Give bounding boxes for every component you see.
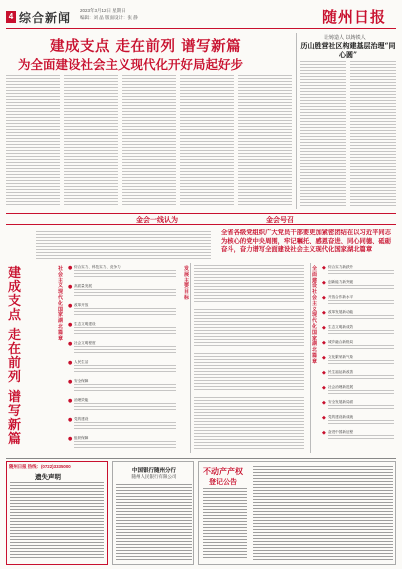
feature-list-left — [68, 265, 178, 455]
vertical-label-1: 社会主义现代化国家湖北篇章 — [58, 266, 64, 342]
page-number: 4 — [6, 11, 16, 23]
vertical-label-3: 全面建设社会主义现代化国家湖北篇章 — [312, 266, 318, 365]
masthead-date: 2023年3月12日 星期日 — [80, 8, 126, 13]
left-list-item: ● 改革开放 — [68, 303, 178, 319]
masthead — [0, 0, 402, 32]
left-list-item: ● 生态文明建设 — [68, 322, 178, 338]
section-title: 综合新闻 — [19, 11, 72, 25]
vertical-title-1: 建成支点 — [8, 266, 22, 323]
mid-right-banner: 金会号召 — [266, 215, 294, 224]
left-list-item: ● 安全保障 — [68, 379, 178, 395]
side-body-col-2 — [350, 61, 396, 207]
masthead-editors: 编辑：刘 晶 版面设计：张 静 — [80, 15, 138, 20]
side-article — [300, 33, 396, 213]
ad-bank — [112, 461, 194, 565]
left-list-item: ● 社会文明程度 — [68, 341, 178, 357]
feature-list-middle — [194, 265, 306, 455]
lead-body-col-3 — [122, 75, 176, 207]
feature-section — [6, 227, 396, 457]
ad1-title: 遗失声明 — [35, 473, 61, 481]
ad-lost-notice — [6, 461, 108, 565]
ad3-title: 不动产产权 — [203, 466, 243, 476]
lead-headline-2: 为全面建设社会主义现代化开好局起好步 — [18, 57, 244, 72]
left-list-item: ● 人民生活 — [68, 360, 178, 376]
ad2-title: 中国银行随州分行 — [131, 468, 176, 474]
ad-property — [198, 461, 396, 565]
lead-headline-1: 建成支点 走在前列 谱写新篇 — [50, 38, 242, 55]
ad2-sub: 随州人民银行有限公司 — [131, 475, 177, 480]
left-list-item: ● 综合实力、科技实力、竞争力 — [68, 265, 178, 281]
lead-body-col-4 — [180, 75, 234, 207]
side-kicker: 让铸造人 以铸铁人 — [324, 35, 366, 41]
feature-intro — [36, 231, 211, 259]
side-body-col-1 — [300, 61, 346, 207]
left-list-item: ● 治理效能 — [68, 398, 178, 414]
lead-body-col-1 — [6, 75, 60, 207]
feature-red-title: 全省各级党组织广大党员干部要更加紧密团结在以习近平同志为核心的党中央周围，牢记嘱托、感恩奋进、同心同德、砥砺奋斗，奋力谱写全面建设社会主义现代化国家湖北篇章 — [221, 229, 392, 254]
paper-name: 随州日报 — [322, 8, 387, 26]
side-headline: 历山胜营社区构建基层治理“同心圆” — [300, 41, 396, 59]
vertical-title-2: 走在前列 — [8, 328, 22, 385]
mid-left-banner: 金会一线认为 — [136, 215, 178, 224]
lead-body-col-2 — [64, 75, 118, 207]
lead-story — [6, 33, 292, 213]
lead-body-col-5 — [238, 75, 292, 207]
vertical-title-3: 谱写新篇 — [8, 390, 22, 447]
ad1-header: 随州日报 热线：(0722)3335000 — [9, 464, 71, 469]
left-list-item: ● 党的建设 — [68, 417, 178, 433]
left-list-item: ● 高质量发展 — [68, 284, 178, 300]
left-list-item: ● 组织保障 — [68, 436, 178, 452]
feature-list-right: ◆ 综合实力新跃升 ◆ 创新能力新突破 ◆ 开放合作新水平 ◆ 改革发展新动能 ◆ 生态文明新成效 ◆ 城乡融合新格局 ◆ 文化繁荣新气象 ◆ 民生福祉新改善 ◆ 社会治理新进展 ◆ 安全发展新局面 ◆ 党的建设新成就 ◆ 奋进中国新征程 — [322, 265, 396, 455]
mid-band — [6, 213, 396, 225]
vertical-label-2: 发展主要目标 — [184, 266, 190, 301]
ad3-sub: 登记公告 — [209, 477, 237, 486]
